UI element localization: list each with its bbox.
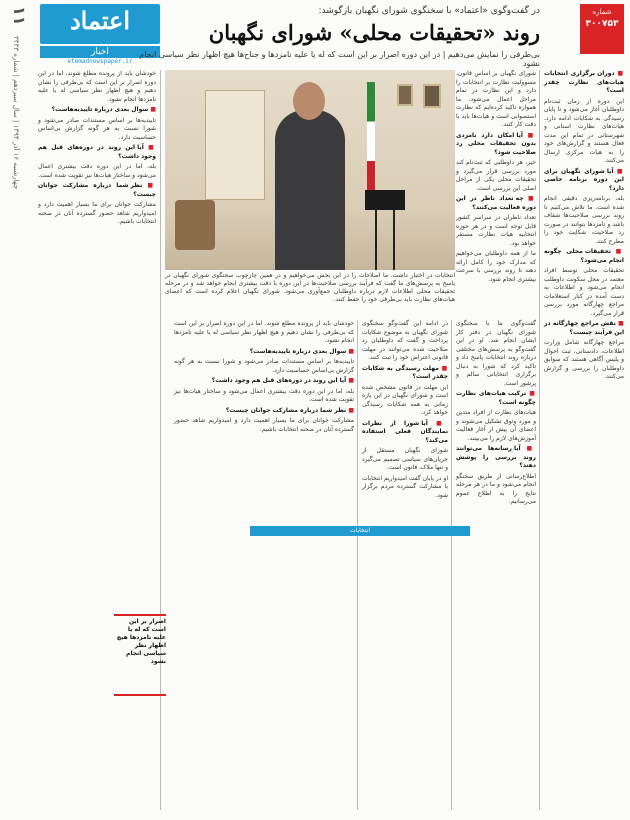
interview-question: ■ ترکیب هیات‌های نظارت چگونه است؟	[456, 390, 536, 407]
issue-date: چهارشنبه ۱۶ آذر ۱۳۹۴ | سال سیزدهم | شماره ۳۴۳۳	[12, 36, 20, 190]
interview-question: ■ سوال بعدی درباره تاییدیه‌هاست؟	[174, 348, 354, 357]
side-strip	[4, 6, 32, 816]
interviewee	[275, 110, 345, 270]
interview-question: ■ نظر شما درباره مشارکت جوانان چیست؟	[38, 182, 156, 199]
masthead-title: اعتماد	[69, 6, 131, 35]
interview-question: ■ نقش مراجع چهارگانه در این فرآیند چیست؟	[544, 320, 624, 337]
interview-answer: بله، اما در این دوره دقت بیشتری اعمال می‌شود و ساختار هیات‌ها نیز تقویت شده است.	[38, 163, 156, 179]
interview-answer: در ادامه این گفت‌وگو سخنگوی شورای نگهبان به موضوع شکایات پرداخت و گفت که داوطلبان رد صلاحیت شده می‌توانند در مهلت قانونی اعتراض خود را ثبت کنند.	[362, 320, 448, 361]
interview-question: ■ آیا رسانه‌ها می‌توانند روند بررسی را پوشش دهند؟	[456, 445, 536, 471]
column-divider	[539, 70, 540, 810]
interview-answer: مشارکت جوانان برای ما بسیار اهمیت دارد و امیدواریم شاهد حضور گسترده آنان در صحنه انتخابات باشیم.	[174, 417, 354, 433]
article-column-1	[544, 70, 624, 810]
interview-photo	[165, 70, 455, 270]
interview-question: ■ چه تعداد ناظر در این دوره فعالیت می‌کنند؟	[456, 195, 536, 212]
interview-answer: شورای نگهبان بر اساس قانون، مسوولیت نظارت بر انتخابات را دارد و این نظارت در تمام مراحل اعمال می‌شود. ما همواره تاکید کرده‌ایم که نظارت استصوابی است و هیات‌ها باید با دقت کار کنند.	[456, 70, 536, 128]
issue-number: ۳۰۰۷۵۳	[585, 19, 619, 30]
interview-question: ■ مهلت رسیدگی به شکایات چقدر است؟	[362, 365, 448, 382]
chair	[175, 200, 215, 250]
interview-answer: تاییدیه‌ها بر اساس مستندات صادر می‌شود و شورا نسبت به هر گونه گزارش بی‌اساس حساسیت دارد.	[38, 116, 156, 141]
portrait-frame	[397, 84, 413, 106]
interview-question: ■ تحقیقات محلی چگونه انجام می‌شود؟	[544, 248, 624, 265]
article-subhead: بی‌طرفی را نمایش می‌دهیم | در این دوره اصرار بر این است که له یا علیه نامزدها و جناح‌ها هیچ اظهار نظر سیاسی انجام نشود	[139, 50, 540, 68]
column-divider	[357, 320, 358, 810]
website-url: etemadnewspaper.ir	[67, 58, 133, 65]
interview-answer: او در پایان گفت امیدواریم انتخابات با مشارکت گسترده مردم برگزار شود.	[362, 474, 448, 499]
interviewee-head	[293, 82, 325, 120]
issue-badge	[580, 4, 624, 54]
interview-answer: ما از همه داوطلبان می‌خواهیم که مدارک خود را کامل ارائه دهند تا روند بررسی با سرعت بیشتری انجام شود.	[456, 250, 536, 283]
interview-question: ■ آیا این روند در دوره‌های قبل هم وجود داشت؟	[174, 377, 354, 386]
portrait-frame	[423, 84, 441, 108]
video-camera	[365, 190, 405, 210]
interview-question: ■ سوال بعدی درباره تاییدیه‌هاست؟	[38, 106, 156, 115]
interview-answer: تعداد ناظران در سراسر کشور قابل توجه است و در هر حوزه انتخابیه هیات نظارت مستقر خواهد بود.	[456, 214, 536, 247]
interview-question: ■ آیا این روند در دوره‌های قبل هم وجود داشت؟	[38, 144, 156, 161]
column-divider	[160, 70, 161, 810]
interview-answer: خیر، هر داوطلبی که ثبت‌نام کند مورد بررسی قرار می‌گیرد و تحقیقات محلی یکی از مراحل اصلی این بررسی است.	[456, 159, 536, 192]
article-headline: روند «تحقیقات محلی» شورای نگهبان	[208, 20, 540, 45]
masthead-logo	[40, 4, 160, 44]
interview-answer: اطلاع‌رسانی از طریق سخنگو انجام می‌شود و ما در هر مرحله نتایج را به اطلاع عموم می‌رسانیم.	[456, 472, 536, 505]
interview-answer: خودشان باید از پرونده مطلع شوند. اما در این دوره اصرار بر این است که بی‌طرفی را نشان دهیم و هیچ اظهار نظر سیاسی له یا علیه نامزدها انجام نشود.	[38, 70, 156, 103]
article-column-6	[38, 70, 156, 810]
interview-answer: این دوره از زمان ثبت‌نام داوطلبان آغاز می‌شود و تا پایان رسیدگی به شکایات ادامه دارد. هیات‌های نظارت استانی و شهرستانی در تمام این مدت فعال هستند و گزارش‌های خود را به هیات مرکزی ارسال می‌کنند.	[544, 97, 624, 164]
interview-answer: مشارکت جوانان برای ما بسیار اهمیت دارد و امیدواریم شاهد حضور گسترده آنان در صحنه انتخابات باشیم.	[38, 201, 156, 225]
interview-answer: بله، اما در این دوره دقت بیشتری اعمال می‌شود و ساختار هیات‌ها نیز تقویت شده است.	[174, 387, 354, 403]
article-column-2	[456, 70, 536, 283]
issue-label: شماره	[592, 8, 612, 16]
interview-answer: گفت‌وگوی ما با سخنگوی شورای نگهبان در دفتر کار ایشان انجام شد. او در این گفت‌وگو به پرسش‌های مختلفی درباره روند انتخابات پاسخ داد و تاکید کرد که شورا به دنبال برگزاری انتخاباتی سالم و پرشور است.	[456, 320, 536, 387]
interview-question: ■ دوران برگزاری انتخابات هیات‌های نظارت چقدر است؟	[544, 70, 624, 96]
article-column-5	[174, 320, 354, 520]
interview-answer: خودشان باید از پرونده مطلع شوند. اما در این دوره اصرار بر این است که بی‌طرفی را نشان دهیم و هیچ اظهار نظر سیاسی له یا علیه نامزدها انجام نشود.	[174, 320, 354, 344]
cabinet	[205, 90, 265, 200]
pull-quote: اصرار بر این است که له یا علیه نامزدها هیچ اظهار نظر سیاسی انجام نشود	[114, 614, 166, 696]
interview-answer: این مهلت در قانون مشخص شده است و شورای نگهبان در این بازه زمانی به همه شکایات رسیدگی خواهد کرد.	[362, 383, 448, 416]
interview-answer: تحقیقات محلی توسط افراد معتمد در محل سکونت داوطلب انجام می‌شود و اطلاعات به دست آمده در کنار استعلامات مراجع چهارگانه مورد بررسی قرار می‌گیرد.	[544, 267, 624, 317]
article-intro: انتخابات در اختیار داشت. ما اصلاحات را در این بخش می‌خواهیم و در همین چارچوب سخنگوی شورای نگهبان در پاسخ به پرسش‌های ما گفت که فرآیند بررسی صلاحیت‌ها در این دوره با دقت بیشتری انجام خواهد شد و در مرحله تحقیقات محلی اطلاعات لازم درباره داوطلبان جمع‌آوری می‌شود. شورای نگهبان اعلام کرده است که اعضای هیات‌های نظارت باید بی‌طرفی خود را حفظ کنند.	[165, 272, 455, 303]
article-column-4	[362, 320, 448, 810]
interview-question: ■ آیا شورای نگهبان برای این دوره برنامه خاصی دارد؟	[544, 168, 624, 194]
interview-answer: مراجع چهارگانه شامل وزارت اطلاعات، دادستانی، ثبت احوال و پلیس آگاهی هستند که سوابق داوطلبان را بررسی و گزارش می‌کنند.	[544, 339, 624, 380]
page-number: ۱۱	[10, 6, 29, 26]
section-label: اخبار	[40, 46, 160, 58]
tripod	[375, 210, 395, 270]
interview-question: ■ نظر شما درباره مشارکت جوانان چیست؟	[174, 407, 354, 416]
section-tag: انتخابات	[250, 526, 470, 536]
interview-answer: تاییدیه‌ها بر اساس مستندات صادر می‌شود و شورا نسبت به هر گونه گزارش بی‌اساس حساسیت دارد.	[174, 358, 354, 374]
interview-answer: شورای نگهبان مستقل از جریان‌های سیاسی تصمیم می‌گیرد و تنها ملاک، قانون است.	[362, 447, 448, 471]
interview-question: ■ آیا شورا از نظرات نمایندگان فعلی استفاده می‌کند؟	[362, 420, 448, 446]
article-column-3	[456, 320, 536, 810]
column-divider	[451, 320, 452, 810]
interview-question: ■ آیا امکان دارد نامزدی بدون تحقیقات محلی رد صلاحیت شود؟	[456, 132, 536, 158]
flag	[367, 82, 375, 202]
article-lead: در گفت‌وگوی «اعتماد» با سخنگوی شورای نگهبان بازگوشد:	[318, 6, 540, 16]
interview-answer: هیات‌های نظارت از افراد متدین و مورد وثوق تشکیل می‌شوند و اعضای آن پیش از آغاز فعالیت آموزش‌های لازم را می‌بینند.	[456, 409, 536, 442]
interview-answer: بله، برنامه‌ریزی دقیقی انجام شده است. ما تلاش می‌کنیم تا روند بررسی صلاحیت‌ها شفاف باشد و نامزدها بتوانند در صورت رد صلاحیت، شکایت خود را مطرح کنند.	[544, 195, 624, 245]
